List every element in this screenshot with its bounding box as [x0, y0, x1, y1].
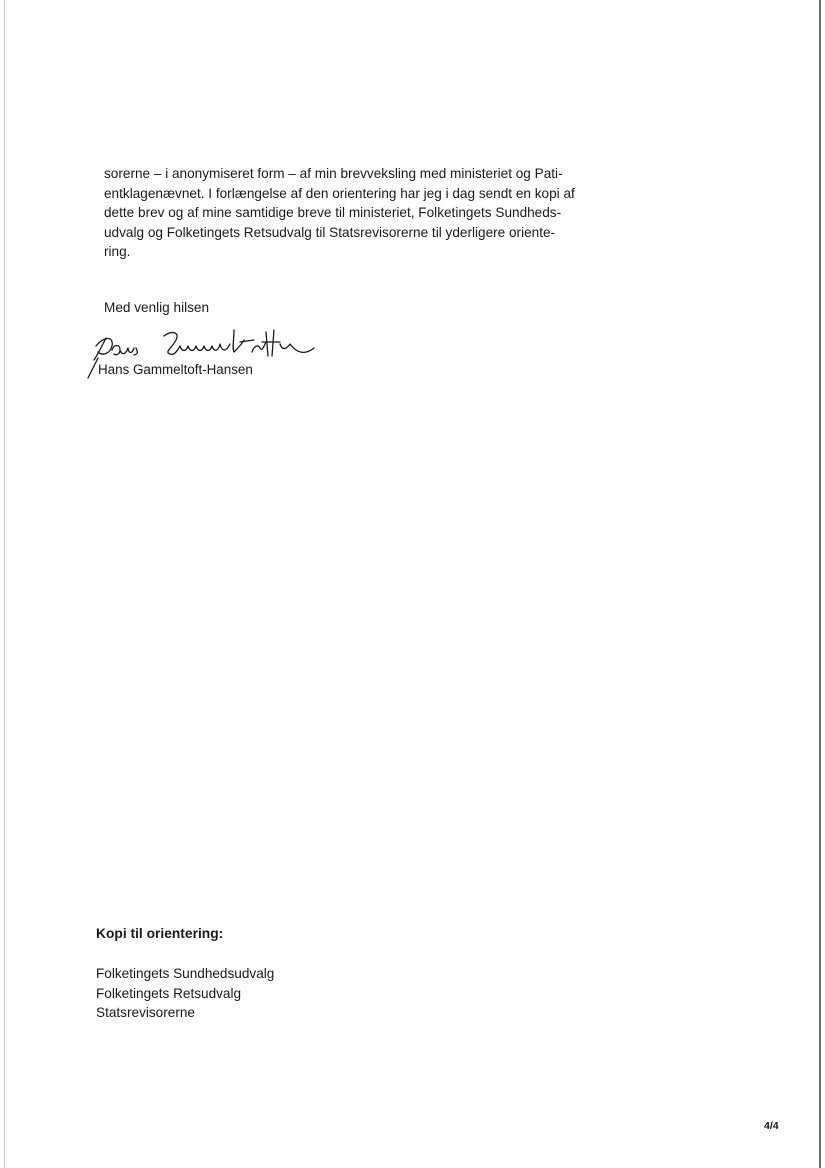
copy-recipient-list: [96, 964, 274, 1023]
copy-recipient: Folketingets Sundhedsudvalg: [96, 966, 275, 981]
scan-edge-left: [4, 0, 5, 1168]
copy-recipient: Statsrevisorerne: [96, 1005, 195, 1021]
copy-recipient: Folketingets Retsudvalg: [96, 985, 242, 1001]
body-line: udvalg og Folketingets Retsudvalg til Statsrevisorerne til yderligere oriente-: [104, 224, 556, 240]
body-line: sorerne – i anonymiseret form – af min brevveksling med ministeriet og Pati-: [104, 166, 563, 181]
closing-salutation: Med venlig hilsen: [104, 300, 210, 315]
page-number: 4/4: [764, 1120, 779, 1132]
body-line: ring.: [104, 244, 131, 260]
signer-name: Hans Gammeltoft-Hansen: [98, 362, 253, 377]
scan-edge-right: [819, 0, 821, 1168]
copy-heading: Kopi til orientering:: [96, 926, 224, 941]
letter-body: [104, 164, 594, 262]
body-line: entklagenævnet. I forlængelse af den orientering har jeg i dag sendt en kopi af: [104, 185, 575, 201]
body-line: dette brev og af mine samtidige breve til ministeriet, Folketingets Sundheds-: [104, 205, 562, 221]
